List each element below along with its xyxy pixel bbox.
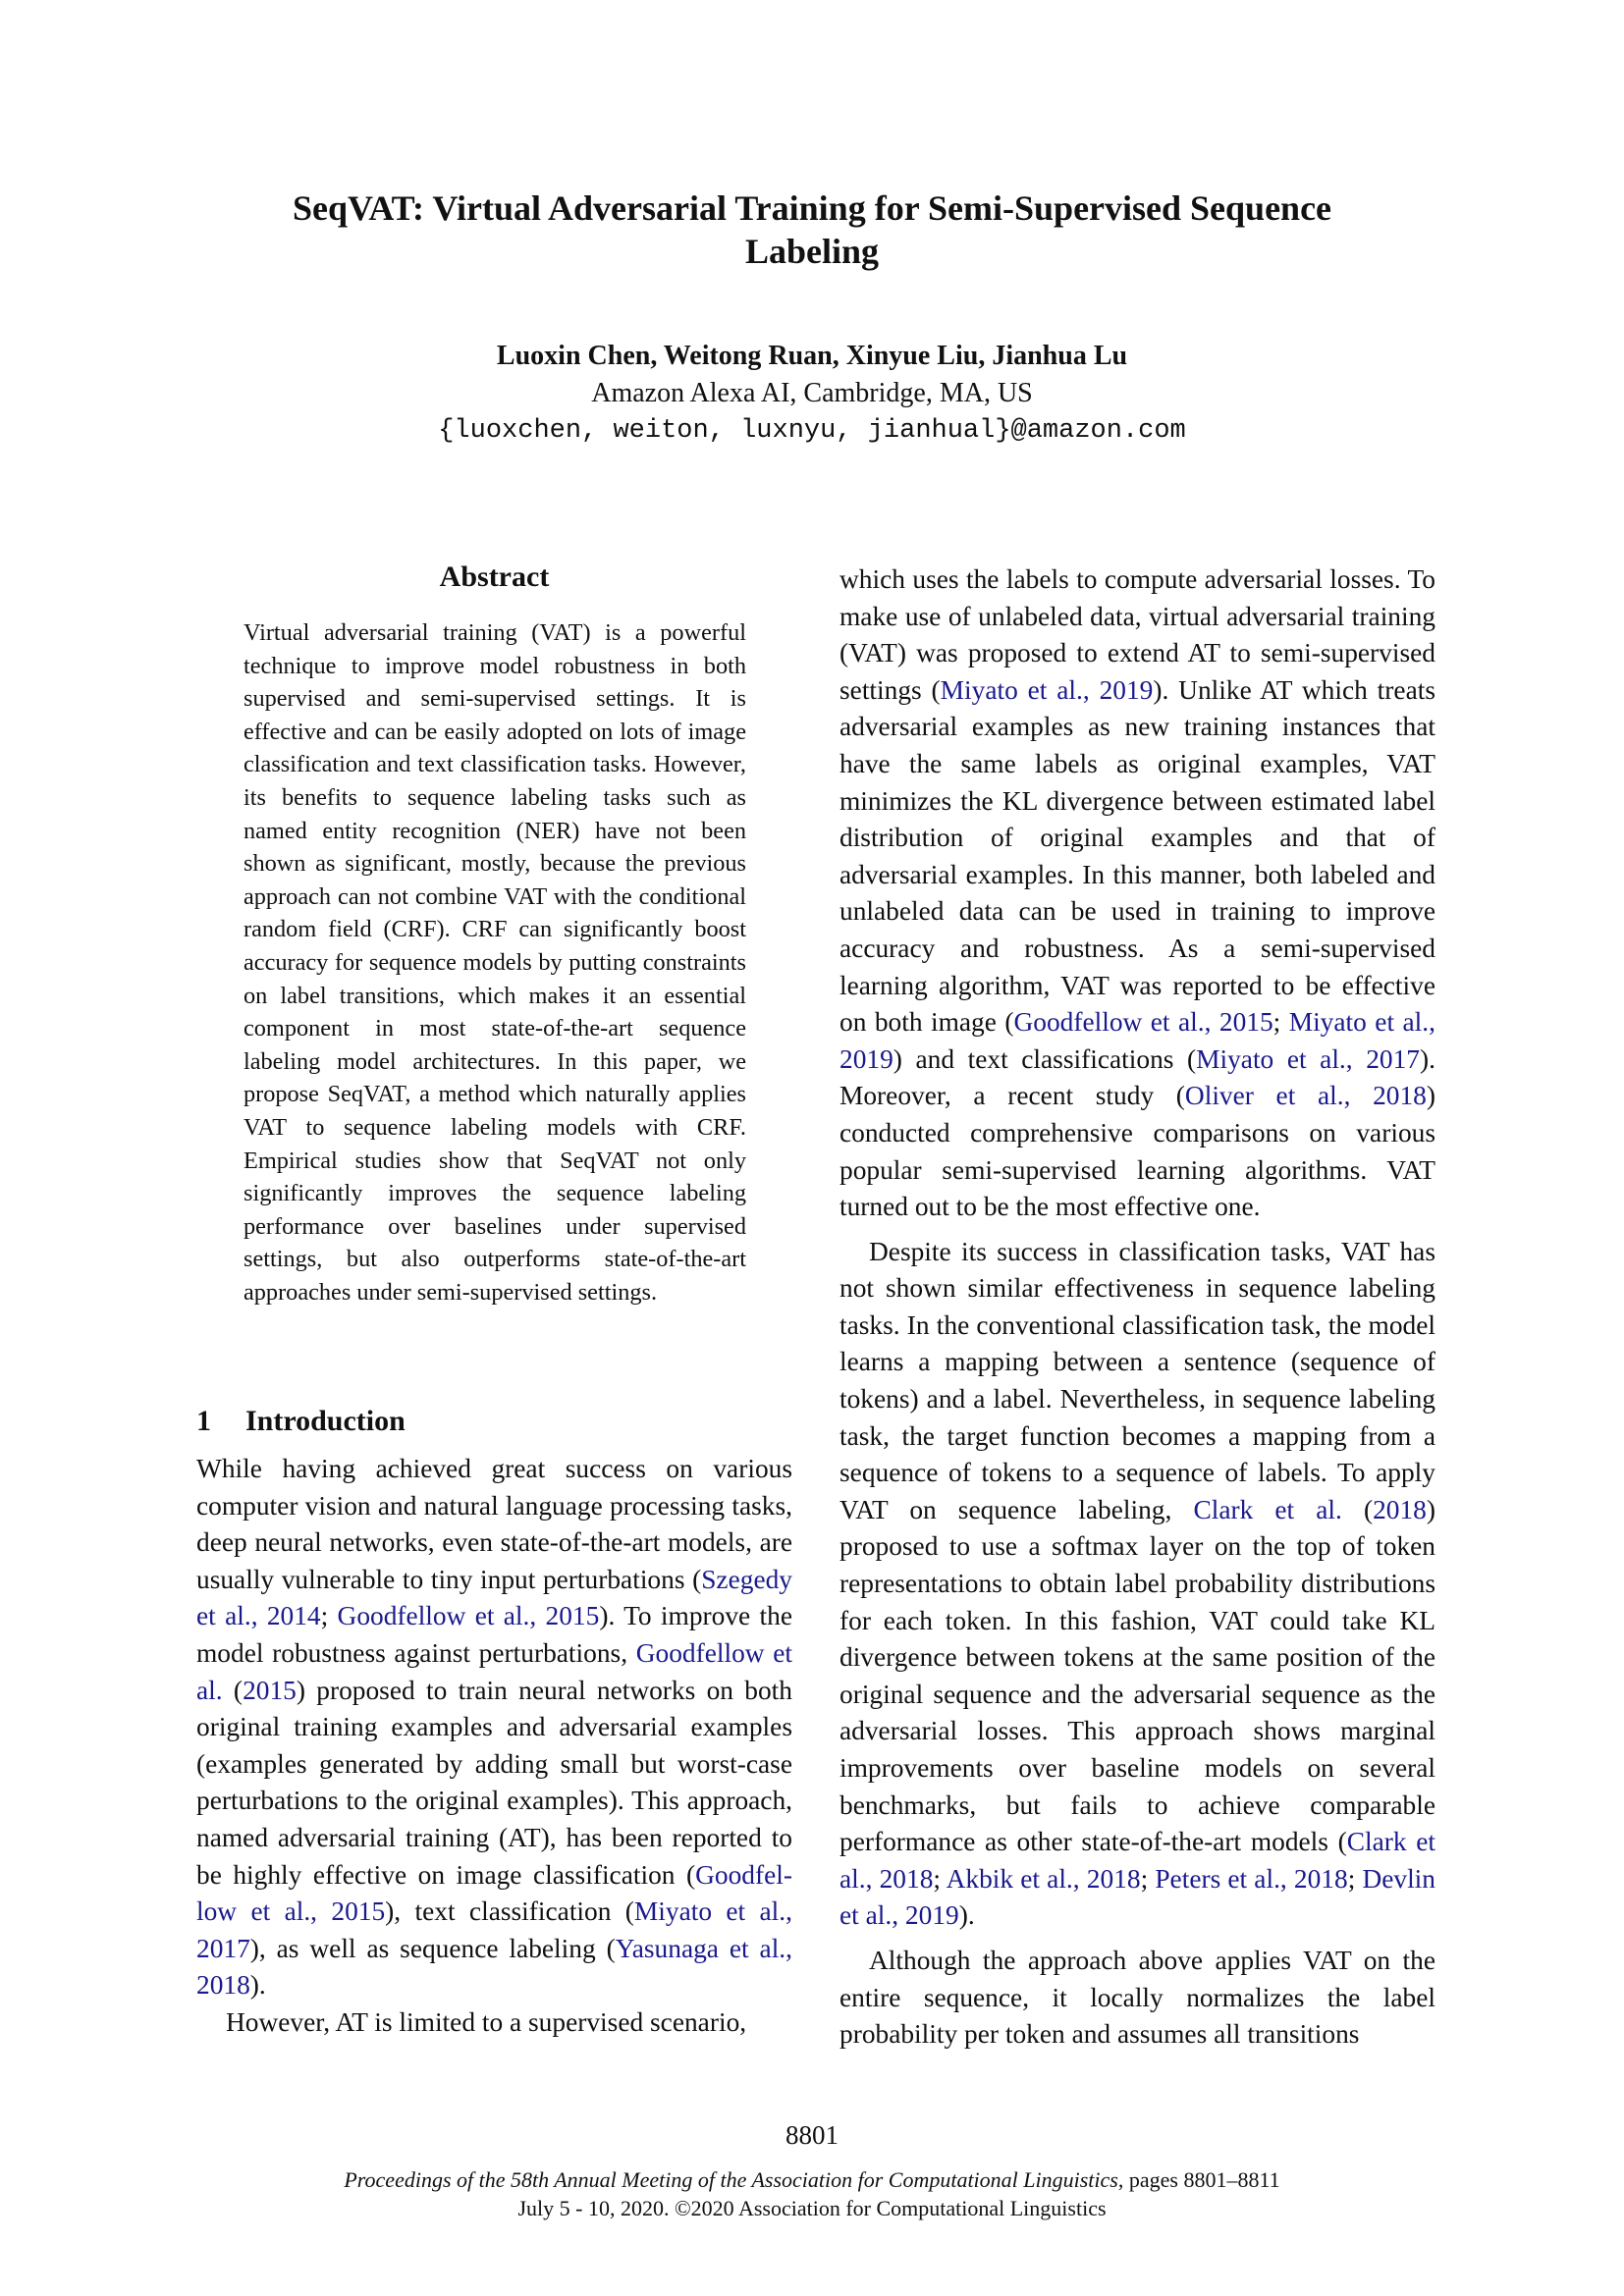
page-range: , pages 8801–8811 [1117,2167,1280,2192]
page-number: 8801 [785,2120,839,2150]
citation-link[interactable]: 2015 [243,1675,297,1705]
section-title: Introduction [245,1405,406,1437]
section-number: 1 [196,1405,211,1437]
citation-link[interactable]: Yasunaga et al., 2018 [196,1933,792,2001]
citation-link[interactable]: Clark et al., 2018 [839,1827,1435,1894]
right-column-body [839,561,1435,2054]
author-emails: {luoxchen, weiton, luxnyu, jianhual}@amazon.com [438,416,1186,446]
paper-title [147,187,1477,273]
citation-link[interactable]: Szegedy et al., 2014 [196,1564,792,1631]
venue-name: Proceedings of the 58th Annual Meeting of the Association for Computational Linguistics [344,2167,1118,2192]
citation-link[interactable]: Akbik et al., 2018 [946,1863,1141,1894]
citation-link[interactable]: Oliver et al., 2018 [1184,1081,1427,1111]
citation-link[interactable]: 2018 [1373,1494,1427,1524]
citation-link[interactable]: Miyato et al., 2017 [1196,1043,1420,1074]
citation-link[interactable]: Clark et al. [1193,1494,1342,1524]
venue-line [147,2165,1477,2194]
citation-link[interactable]: Miyato et al., 2017 [196,1896,792,1963]
left-column-body [196,1451,792,2042]
citation-link[interactable]: Devlin et al., 2019 [839,1863,1435,1931]
citation-link[interactable]: Miyato et al., 2019 [839,1007,1435,1074]
intro-paragraph-1: While having achieved great success on various computer vision and natural language processing tasks, deep neural networks, even state-of-the-art models, are usually vulnerable to tiny input perturbations (Szegedy et al., 2014; Goodfellow et al., 2015). To improve the model robustness against perturbations, Goodfellow et al. (2015) proposed to train neural networks on both original training examples and adversarial examples (examples generated by adding small but worst-case perturbations to the original examples). This approach, named adversarial training (AT), has been reported to be highly effective on image classification (Goodfellow et al., 2015), text classification (Miyato et al., 2017), as well as sequence labeling (Yasunaga et al., 2018). [196,1454,792,2001]
citation-link[interactable]: Goodfellow et al. [196,1637,792,1705]
intro-paragraph-5: Although the approach above applies VAT on the entire sequence, it locally normalizes the label probability per token and assumes all transitions [839,1945,1435,2050]
date-copyright: July 5 - 10, 2020. ©2020 Association for Computational Linguistics [517,2196,1107,2220]
section-heading-introduction [196,1404,406,1439]
citation-link[interactable]: Goodfellow et al., 2015 [337,1601,600,1631]
abstract-heading: Abstract [439,561,550,593]
citation-link[interactable]: Miyato et al., 2019 [940,674,1154,705]
affiliation: Amazon Alexa AI, Cambridge, MA, US [591,378,1033,408]
intro-paragraph-3: which uses the labels to compute adversarial losses. To make use of unlabeled data, virtual adversarial training (VAT) was proposed to extend AT to semi-supervised settings (Miyato et al., 2019). Unlike AT which treats adversarial examples as new training instances that have the same labels as original examples, VAT minimizes the KL divergence between estimated label distribution of original examples and that of adversarial examples. In this manner, both labeled and unlabeled data can be used in training to improve accuracy and robustness. As a semi-supervised learning algorithm, VAT was reported to be effective on both image (Goodfellow et al., 2015; Miyato et al., 2019) and text classifications (Miyato et al., 2017). Moreover, a recent study (Oliver et al., 2018) conducted comprehensive comparisons on various popular semi-supervised learning algorithms. VAT turned out to be the most effective one. [839,564,1436,1222]
title-line-2: Labeling [744,232,880,271]
proceedings-footer [147,2165,1477,2222]
intro-paragraph-2: However, AT is limited to a supervised scenario, [226,2006,747,2037]
citation-link[interactable]: Peters et al., 2018 [1155,1863,1348,1894]
title-line-1: SeqVAT: Virtual Adversarial Training for Semi-Supervised Sequence [292,188,1332,228]
citation-link[interactable]: Goodfellow et al., 2015 [196,1859,792,1927]
intro-paragraph-4: Despite its success in classification tasks, VAT has not shown similar effectiveness in sequence labeling tasks. In the conventional classification task, the model learns a mapping between a sentence (sequence of tokens) and a label. Nevertheless, in sequence labeling task, the target function becomes a mapping from a sequence of tokens to a sequence of labels. To apply VAT on sequence labeling, Clark et al. (2018) proposed to use a softmax layer on the top of token representations to obtain label probability distributions for each token. In this fashion, VAT could take KL divergence between tokens at the same position of the original sequence and the adversarial sequence as the adversarial losses. This approach shows marginal improvements over baseline models on several benchmarks, but fails to achieve comparable performance as other state-of-the-art models (Clark et al., 2018; Akbik et al., 2018; Peters et al., 2018; Devlin et al., 2019). [839,1236,1435,1931]
author-list: Luoxin Chen, Weitong Ruan, Xinyue Liu, Jianhua Lu [496,341,1128,371]
citation-link[interactable]: Goodfellow et al., 2015 [1013,1007,1273,1038]
abstract-text: Virtual adversarial training (VAT) is a powerful technique to improve model robustness in both supervised and semi-supervised settings. It is effective and can be easily adopted on lots of image classification and text classification tasks. However, its benefits to sequence labeling tasks such as named entity recognition (NER) have not been shown as significant, mostly, because the previous approach can not combine VAT with the conditional random field (CRF). CRF can significantly boost accuracy for sequence models by putting constraints on label transitions, which makes it an essential component in most state-of-the-art sequence labeling model architectures. In this paper, we propose SeqVAT, a method which naturally applies VAT to sequence labeling models with CRF. Empirical studies show that SeqVAT not only significantly improves the sequence labeling performance over baselines under supervised settings, but also outperforms state-of-the-art approaches under semi-supervised settings. [244,619,746,1306]
